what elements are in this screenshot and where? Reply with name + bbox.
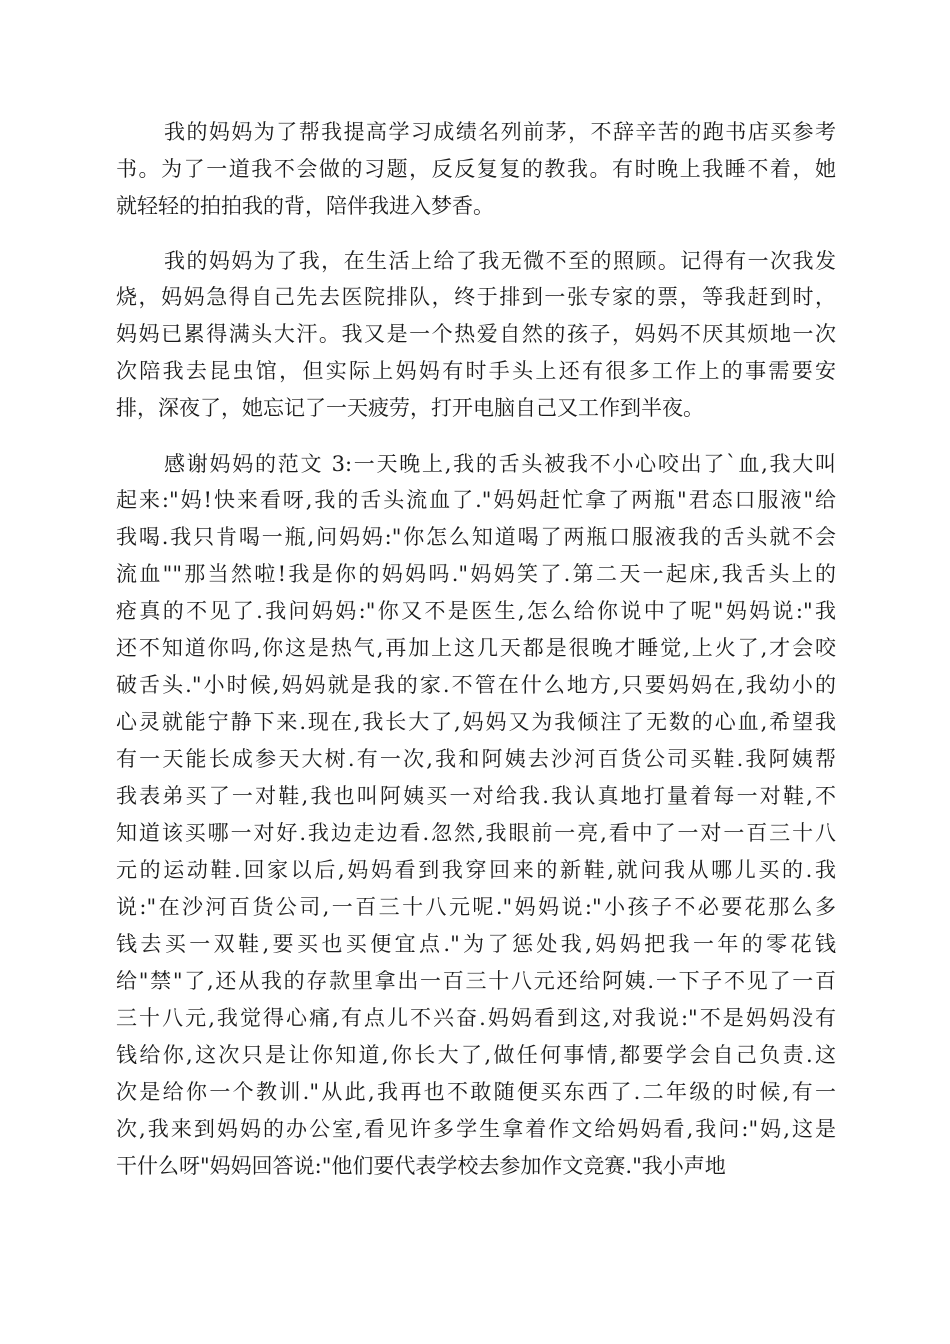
text-line: 元的运动鞋.回家以后,妈妈看到我穿回来的新鞋,就问我从哪儿买的.我 [116, 858, 836, 882]
text-line: 我喝.我只肯喝一瓶,问妈妈:"你怎么知道喝了两瓶口服液我的舌头就不会 [116, 525, 836, 549]
text-line: 有一天能长成参天大树.有一次,我和阿姨去沙河百货公司买鞋.我阿姨帮 [116, 747, 836, 771]
text-line: 干什么呀"妈妈回答说:"他们要代表学校去参加作文竞赛."我小声地 [116, 1154, 726, 1178]
text-line: 我的妈妈为了帮我提高学习成绩名列前茅，不辞辛苦的跑书店买参考 [164, 120, 836, 144]
text-line: 书。为了一道我不会做的习题，反反复复的教我。有时晚上我睡不着，她 [116, 157, 836, 181]
text-line: 次是给你一个教训."从此,我再也不敢随便买东西了.二年级的时候,有一 [116, 1080, 836, 1104]
text-line: 疮真的不见了.我问妈妈:"你又不是医生,怎么给你说中了呢"妈妈说:"我 [116, 599, 836, 623]
text-line: 说:"在沙河百货公司,一百三十八元呢."妈妈说:"小孩子不必要花那么多 [116, 895, 836, 919]
text-line: 知道该买哪一对好.我边走边看.忽然,我眼前一亮,看中了一对一百三十八 [116, 821, 836, 845]
text-line: 给"禁"了,还从我的存款里拿出一百三十八元还给阿姨.一下子不见了一百 [116, 969, 836, 993]
text-line: 心灵就能宁静下来.现在,我长大了,妈妈又为我倾注了无数的心血,希望我 [116, 710, 836, 734]
text-line: 就轻轻的拍拍我的背，陪伴我进入梦香。 [116, 194, 494, 218]
text-line: 钱给你,这次只是让你知道,你长大了,做任何事情,都要学会自己负责.这 [116, 1043, 836, 1067]
text-line: 次陪我去昆虫馆，但实际上妈妈有时手头上还有很多工作上的事需要安 [116, 359, 836, 383]
text-line: 还不知道你吗,你这是热气,再加上这几天都是很晚才睡觉,上火了,才会咬 [116, 636, 836, 660]
text-line: 妈妈已累得满头大汗。我又是一个热爱自然的孩子，妈妈不厌其烦地一次 [116, 322, 836, 346]
text-line: 感谢妈妈的范文 3:一天晚上,我的舌头被我不小心咬出了`血,我大叫 [164, 452, 836, 476]
text-line: 三十八元,我觉得心痛,有点儿不兴奋.妈妈看到这,对我说:"不是妈妈没有 [116, 1006, 836, 1030]
text-line: 我的妈妈为了我，在生活上给了我无微不至的照顾。记得有一次我发 [164, 249, 836, 273]
text-line: 破舌头."小时候,妈妈就是我的家.不管在什么地方,只要妈妈在,我幼小的 [116, 673, 836, 697]
text-line: 排，深夜了，她忘记了一天疲劳，打开电脑自己又工作到半夜。 [116, 396, 704, 420]
text-line: 我表弟买了一对鞋,我也叫阿姨买一对给我.我认真地打量着每一对鞋,不 [116, 784, 836, 808]
text-line: 次,我来到妈妈的办公室,看见许多学生拿着作文给妈妈看,我问:"妈,这是 [116, 1117, 836, 1141]
text-line: 钱去买一双鞋,要买也买便宜点."为了惩处我,妈妈把我一年的零花钱 [116, 932, 836, 956]
text-line: 起来:"妈!快来看呀,我的舌头流血了."妈妈赶忙拿了两瓶"君态口服液"给 [116, 488, 836, 512]
text-line: 流血""那当然啦!我是你的妈妈吗."妈妈笑了.第二天一起床,我舌头上的 [116, 562, 836, 586]
text-line: 烧，妈妈急得自己先去医院排队，终于排到一张专家的票，等我赶到时， [116, 285, 836, 309]
